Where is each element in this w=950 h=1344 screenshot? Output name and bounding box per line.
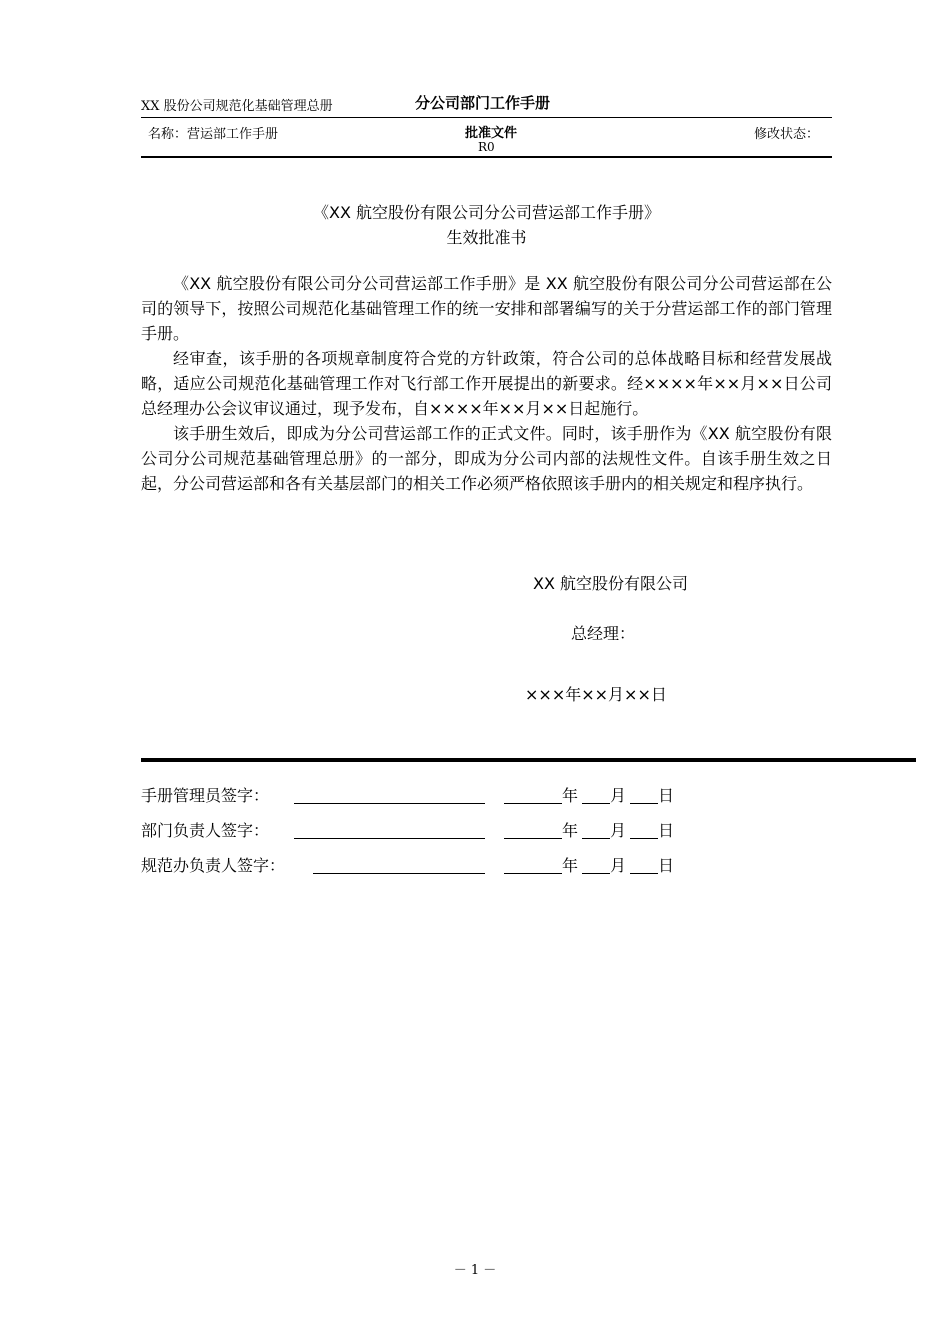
month-label: 月	[610, 856, 627, 875]
month-blank[interactable]	[582, 818, 610, 839]
paragraph: 该手册生效后，即成为分公司营运部工作的正式文件。同时，该手册作为《XX 航空股份有限公司分公司规范基础管理总册》的一部分，即成为分公司内部的法规性文件。自该手册生效之日起，分公司营运部和各有关基层部门的相关工作必须严格依照该手册内的相关规定和程序执行。	[141, 424, 832, 493]
month-blank[interactable]	[582, 783, 610, 804]
signature-row-standards-office-head	[141, 853, 681, 879]
header-bottom-rule	[141, 156, 832, 158]
signature-line[interactable]	[294, 818, 485, 839]
document-title: 《XX 航空股份有限公司分公司营运部工作手册》	[312, 203, 660, 222]
page-number: － 1 －	[453, 1263, 497, 1278]
year-label: 年	[562, 856, 579, 875]
signature-label: 部门负责人签字：	[141, 821, 270, 840]
signature-label: 规范办负责人签字：	[141, 856, 286, 875]
month-label: 月	[610, 821, 627, 840]
signature-section-divider	[141, 758, 916, 762]
issuing-company: XX 航空股份有限公司	[533, 574, 689, 593]
document-name: 名称：营运部工作手册	[148, 127, 279, 142]
document-body	[141, 271, 832, 496]
document-subtitle: 生效批准书	[446, 228, 527, 247]
signature-row-manual-admin	[141, 783, 681, 809]
signature-row-department-head	[141, 818, 681, 844]
document-type: 批准文件	[465, 126, 518, 141]
day-label: 日	[658, 786, 675, 805]
year-blank[interactable]	[504, 853, 562, 874]
header-divider	[141, 117, 832, 118]
manual-series-label: XX 股份公司规范化基础管理总册	[141, 99, 333, 114]
day-blank[interactable]	[630, 818, 658, 839]
paragraph: 经审查，该手册的各项规章制度符合党的方针政策，符合公司的总体战略目标和经营发展战略，适应公司规范化基础管理工作对飞行部工作开展提出的新要求。经××××年××月××日公司总经理办公会议审议通过，现予发布，自××××年××月××日起施行。	[141, 349, 832, 418]
day-blank[interactable]	[630, 853, 658, 874]
signature-line[interactable]	[313, 853, 485, 874]
revision-status-label: 修改状态：	[754, 127, 820, 142]
day-blank[interactable]	[630, 783, 658, 804]
year-blank[interactable]	[504, 783, 562, 804]
manual-title: 分公司部门工作手册	[415, 94, 551, 112]
month-blank[interactable]	[582, 853, 610, 874]
issue-date: ×××年××月××日	[525, 685, 667, 704]
paragraph: 《XX 航空股份有限公司分公司营运部工作手册》是 XX 航空股份有限公司分公司营运部在公司的领导下，按照公司规范化基础管理工作的统一安排和部署编写的关于分营运部工作的部门管理手册。	[141, 274, 832, 343]
month-label: 月	[610, 786, 627, 805]
year-label: 年	[562, 786, 579, 805]
revision-code: R0	[478, 140, 495, 154]
signature-line[interactable]	[294, 783, 485, 804]
year-label: 年	[562, 821, 579, 840]
day-label: 日	[658, 821, 675, 840]
signature-label: 手册管理员签字：	[141, 786, 270, 805]
year-blank[interactable]	[504, 818, 562, 839]
day-label: 日	[658, 856, 675, 875]
general-manager-label: 总经理：	[571, 624, 636, 643]
